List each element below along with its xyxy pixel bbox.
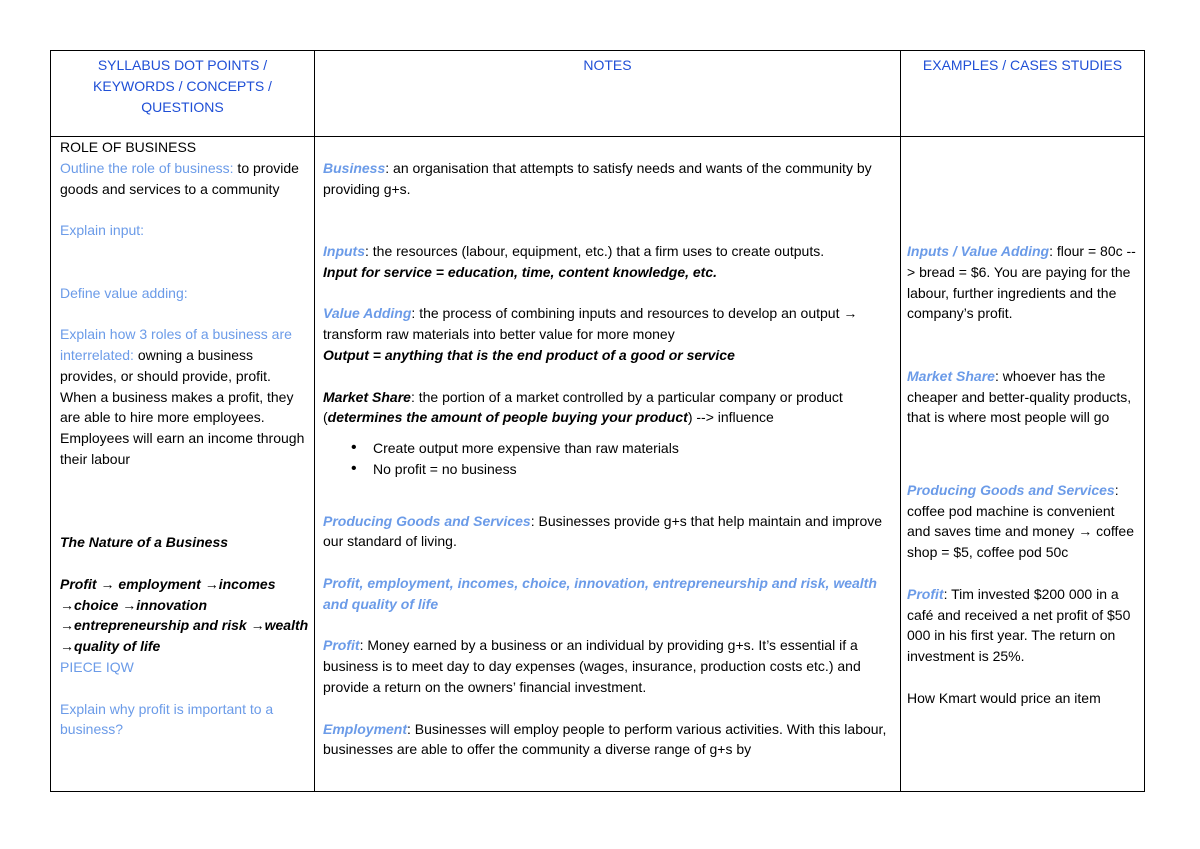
nature-of-business-title: The Nature of a Business (60, 534, 229, 551)
example-text: : whoever has the cheaper and better-quality products, that is where most people will go (907, 367, 1132, 426)
note-definition: : Money earned by a business or an individual by providing g+s. It’s essential if a business is to meet day to day expenses (wages, insurance, production costs etc.) and provide a return on the owners’ financial investment. (323, 637, 861, 695)
note-nature-list: Profit, employment, incomes, choice, innovation, entrepreneurship and risk, wealth and quality of life (323, 574, 877, 612)
nature-chain (60, 574, 310, 657)
note-definition: : the resources (labour, equipment, etc.) that a firm uses to create outputs. (365, 242, 825, 259)
note-producing-goods (323, 511, 896, 553)
note-profit (323, 635, 896, 697)
arrow-icon: → (60, 617, 74, 634)
notes-column (315, 137, 901, 792)
note-term: Inputs (323, 242, 365, 259)
question-answer: owning a business provides, or should provide, profit. When a business makes a profit, they are able to hire more employees. Employees will earn an income through their labour (60, 346, 305, 467)
example-text: : coffee pod machine is convenient and saves time and money (907, 481, 1119, 540)
note-definition: : Businesses will employ people to perform various activities. With this labour, businesses are able to offer the community a diverse range of g+s by (323, 720, 887, 758)
chain-item: quality of life (74, 638, 161, 655)
syllabus-column (51, 137, 315, 792)
study-notes-table (50, 50, 1145, 792)
note-value-adding (323, 303, 896, 345)
examples-column (901, 137, 1145, 792)
header-examples-label: EXAMPLES / CASES STUDIES (922, 57, 1123, 73)
note-input-service: Input for service = education, time, content knowledge, etc. (323, 263, 718, 280)
arrow-icon: → (100, 575, 115, 592)
note-definition: : the portion of a market controlled by a particular company or product ( (323, 388, 843, 426)
piece-acronym: PIECE IQW (60, 658, 134, 675)
note-definition: : the process of combining inputs and resources to develop an output (411, 305, 844, 322)
header-notes (315, 51, 901, 137)
question-label: Outline the role of business: (60, 159, 234, 176)
example-market-share (907, 366, 1140, 428)
header-syllabus (51, 51, 315, 137)
header-examples (901, 51, 1145, 137)
chain-item: wealth (264, 617, 309, 634)
note-emphasis: determines the amount of people buying your product (327, 409, 688, 426)
arrow-icon: → (60, 638, 74, 655)
arrow-icon: → (843, 305, 858, 322)
question-interrelated-roles (60, 324, 310, 470)
question-define-value-adding: Define value adding: (60, 284, 188, 301)
note-inputs (323, 241, 896, 262)
note-business (323, 158, 896, 200)
question-profit-importance: Explain why profit is important to a business? (60, 700, 274, 738)
note-market-share (323, 387, 896, 429)
example-term: Producing Goods and Services (907, 481, 1115, 498)
note-output (323, 345, 896, 366)
note-term: Producing Goods and Services (323, 512, 531, 529)
section-title: ROLE OF BUSINESS (60, 139, 197, 155)
example-text: coffee shop = $5, coffee pod 50c (907, 523, 1134, 561)
list-item: • Create output more expensive than raw materials (351, 438, 896, 459)
chain-item: entrepreneurship and risk (74, 617, 251, 634)
example-inputs-value-adding (907, 241, 1140, 324)
example-text: : flour = 80c --> bread = $6. You are paying for the labour, further ingredients and the company’s profit. (907, 242, 1136, 322)
arrow-icon: → (60, 596, 74, 613)
header-row (51, 51, 1145, 137)
example-term: Profit (907, 585, 944, 602)
chain-item: Profit (60, 575, 101, 592)
chain-item: choice (74, 596, 123, 613)
example-term: Inputs / Value Adding (907, 242, 1050, 259)
note-term: Employment (323, 720, 408, 737)
example-profit (907, 584, 1140, 667)
header-notes-label: NOTES (583, 57, 632, 73)
arrow-icon: → (122, 596, 137, 613)
note-term: Profit (323, 637, 360, 654)
note-definition: transform raw materials into better value for more money (323, 326, 675, 343)
arrow-icon: → (1078, 523, 1093, 540)
chain-item: employment (114, 575, 205, 592)
arrow-icon: → (204, 575, 219, 592)
question-label: Explain how 3 roles of a business are interrelated: (60, 326, 292, 363)
note-definition: ) --> influence (687, 409, 774, 426)
example-term: Market Share (907, 367, 995, 384)
chain-item: innovation (136, 596, 208, 613)
bullet-list (323, 438, 896, 480)
question-role-of-business (60, 158, 310, 200)
note-definition: : an organisation that attempts to satisfy needs and wants of the community by providing g+s. (323, 159, 872, 197)
question-explain-input: Explain input: (60, 222, 145, 239)
chain-item: incomes (218, 575, 276, 592)
header-syllabus-line: KEYWORDS / CONCEPTS / (93, 78, 272, 94)
note-term: Value Adding (323, 305, 412, 322)
note-term: Market Share (323, 388, 411, 405)
header-syllabus-line: QUESTIONS (141, 99, 224, 115)
content-row (51, 137, 1145, 792)
note-definition: : Businesses provide g+s that help maintain and improve our standard of living. (323, 512, 883, 550)
list-item: • No profit = no business (351, 459, 896, 480)
arrow-icon: → (250, 617, 265, 634)
example-producing-goods (907, 480, 1140, 563)
note-term: Output (323, 346, 369, 363)
example-kmart: How Kmart would price an item (907, 689, 1101, 706)
note-term: Business (323, 159, 386, 176)
question-answer: to provide goods and services to a community (60, 159, 299, 197)
note-definition: = anything that is the end product of a good or service (368, 346, 735, 363)
note-employment (323, 719, 896, 761)
header-syllabus-line: SYLLABUS DOT POINTS / (97, 57, 268, 73)
example-text: : Tim invested $200 000 in a café and received a net profit of $50 000 in his first year. The return on investment is 25%. (907, 585, 1131, 665)
